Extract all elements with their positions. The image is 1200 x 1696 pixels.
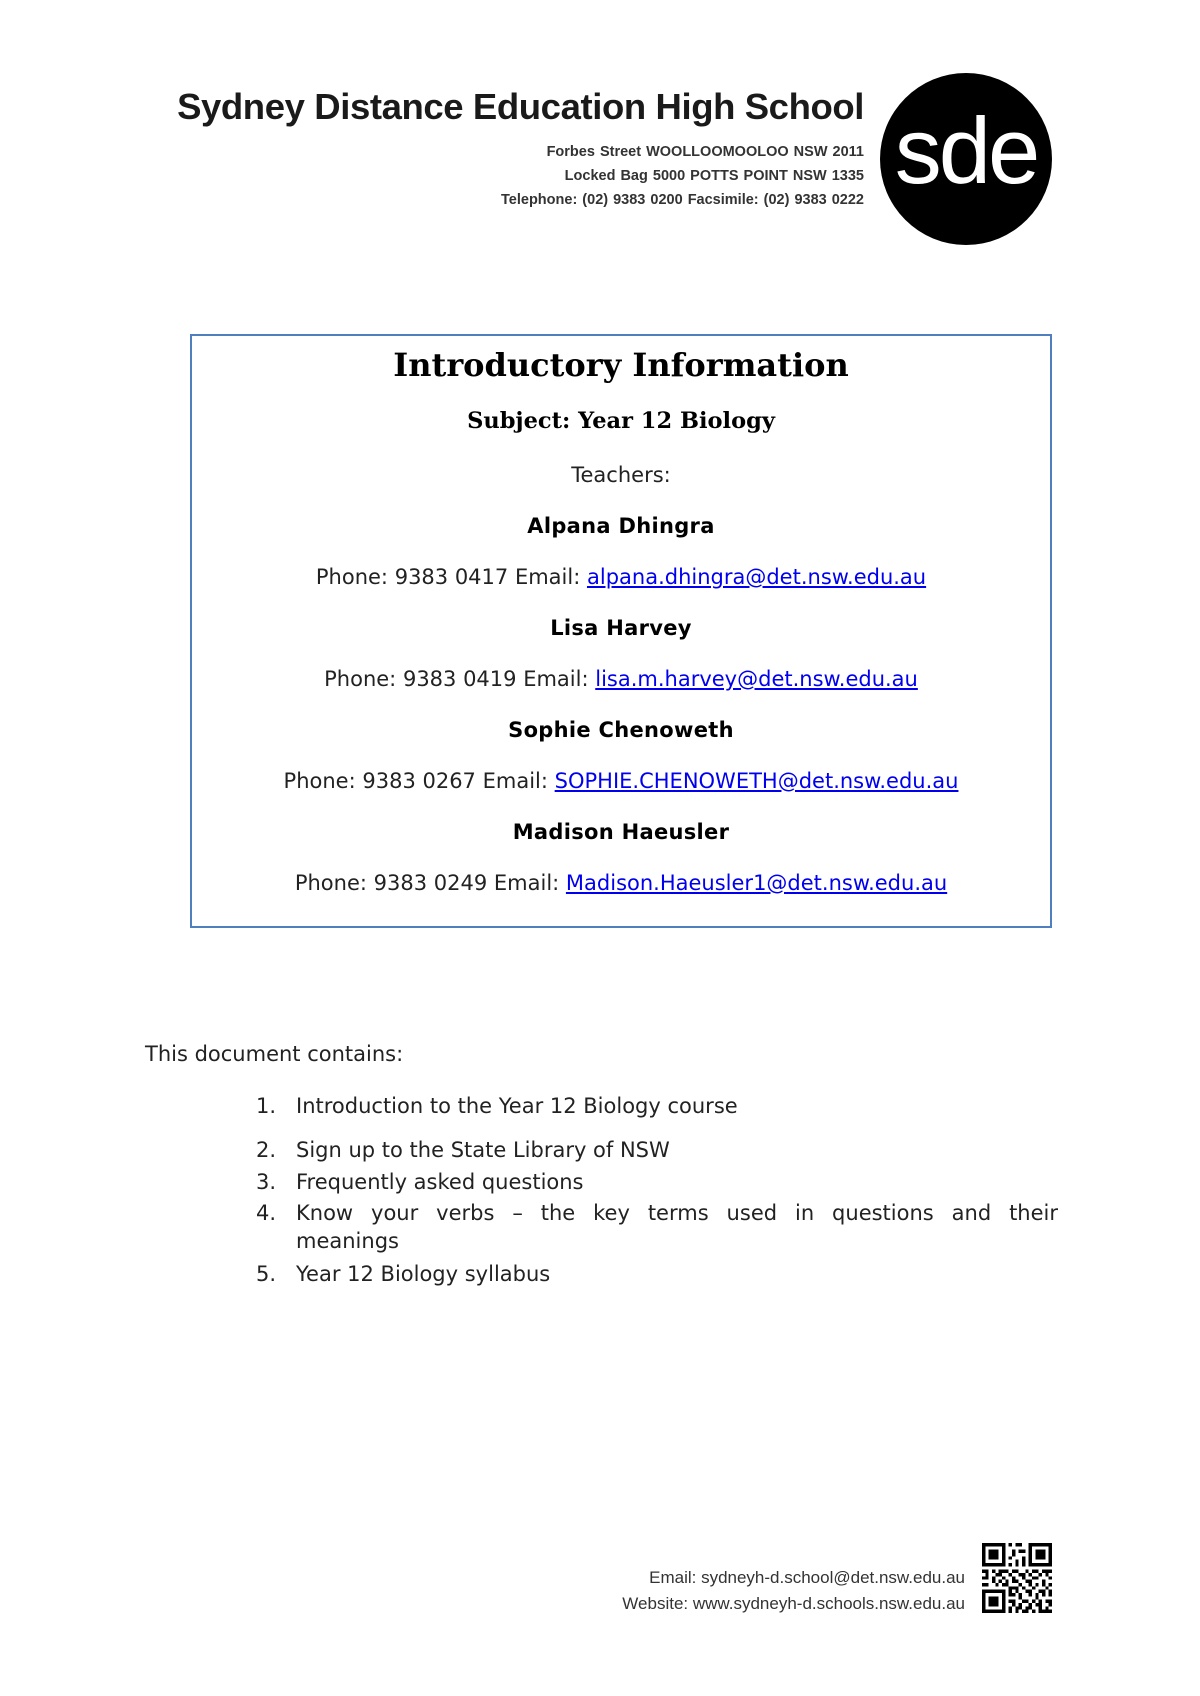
- list-item: [256, 1260, 1058, 1288]
- email-label: Email:: [523, 667, 589, 691]
- email-link[interactable]: alpana.dhingra@det.nsw.edu.au: [586, 565, 927, 589]
- introductory-info-box: [190, 334, 1052, 928]
- phone-number: 9383 0419: [402, 667, 517, 691]
- sde-logo: sde: [880, 73, 1052, 245]
- teacher-contact: [192, 667, 1050, 691]
- qr-code-icon: [982, 1543, 1052, 1613]
- teacher-contact: [192, 871, 1050, 895]
- email-link[interactable]: Madison.Haeusler1@det.nsw.edu.au: [565, 871, 948, 895]
- list-item: [256, 1168, 1058, 1196]
- list-item: [256, 1136, 1058, 1164]
- phone-number: 9383 0249: [373, 871, 488, 895]
- subject-heading: Subject: Year 12 Biology: [467, 408, 775, 434]
- teacher-name: Madison Haeusler: [512, 820, 730, 844]
- footer-website: Website: www.sydneyh-d.schools.nsw.edu.au: [622, 1594, 965, 1613]
- address-line: Locked Bag 5000 POTTS POINT NSW 1335: [564, 168, 864, 184]
- list-number: 2.: [256, 1138, 277, 1162]
- list-item: [256, 1199, 1058, 1255]
- list-number: 1.: [256, 1094, 277, 1118]
- list-text: Introduction to the Year 12 Biology course: [296, 1094, 738, 1118]
- phone-label: Phone:: [294, 871, 367, 895]
- box-title: Introductory Information: [393, 346, 849, 384]
- teacher-name: Sophie Chenoweth: [508, 718, 734, 742]
- contact-numbers-line: Telephone: (02) 9383 0200 Facsimile: (02) 9383 0222: [501, 192, 864, 208]
- list-text: Sign up to the State Library of NSW: [296, 1138, 670, 1162]
- email-label: Email:: [493, 871, 560, 895]
- teacher-contact: [192, 565, 1050, 589]
- school-name: Sydney Distance Education High School: [177, 86, 864, 127]
- email-label: Email:: [514, 565, 581, 589]
- footer-email: Email: sydneyh-d.school@det.nsw.edu.au: [649, 1568, 965, 1587]
- list-number: 5.: [256, 1262, 277, 1286]
- email-link[interactable]: SOPHIE.CHENOWETH@det.nsw.edu.au: [554, 769, 959, 793]
- email-link[interactable]: lisa.m.harvey@det.nsw.edu.au: [595, 667, 918, 691]
- contents-label: This document contains:: [145, 1042, 404, 1066]
- address-line: Forbes Street WOOLLOOMOOLOO NSW 2011: [546, 144, 864, 160]
- list-number: 4.: [256, 1201, 277, 1225]
- phone-label: Phone:: [315, 565, 389, 589]
- teacher-name: Alpana Dhingra: [527, 514, 715, 538]
- phone-number: 9383 0267: [362, 769, 476, 793]
- phone-label: Phone:: [283, 769, 356, 793]
- teachers-label: Teachers:: [571, 463, 671, 487]
- list-text: Year 12 Biology syllabus: [296, 1262, 551, 1286]
- list-number: 3.: [256, 1170, 277, 1194]
- teacher-name: Lisa Harvey: [550, 616, 692, 640]
- email-label: Email:: [482, 769, 548, 793]
- list-text: Frequently asked questions: [296, 1170, 584, 1194]
- list-text: Know your verbs – the key terms used in questions and their meanings: [296, 1201, 1058, 1253]
- phone-number: 9383 0417: [394, 565, 509, 589]
- list-item: [256, 1092, 1058, 1120]
- phone-label: Phone:: [324, 667, 397, 691]
- teacher-contact: [192, 769, 1050, 793]
